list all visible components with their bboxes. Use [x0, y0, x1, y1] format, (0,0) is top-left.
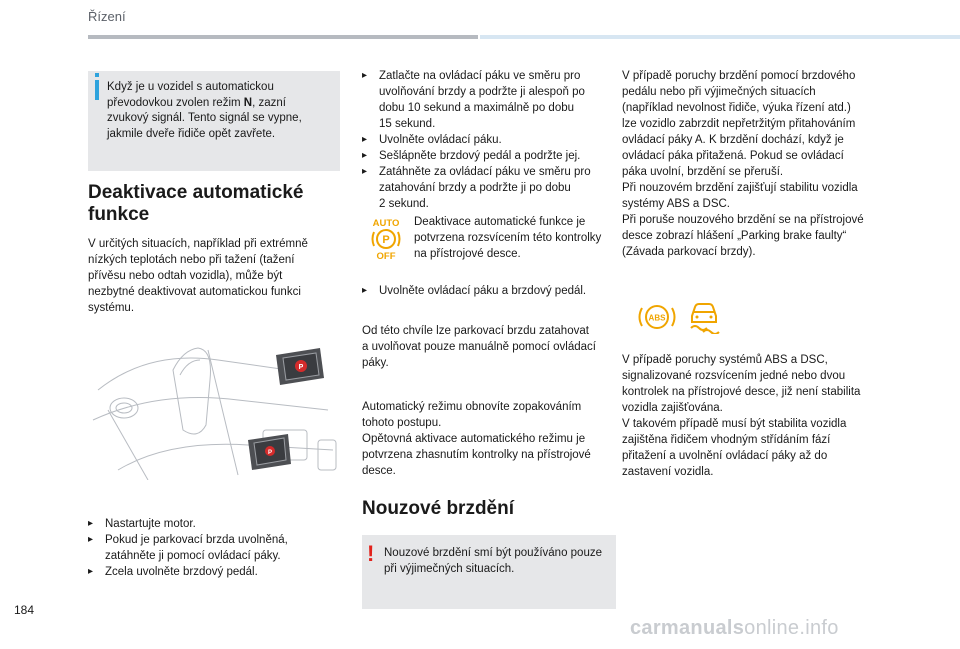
- list-item: ▸ Zcela uvolněte brzdový pedál.: [88, 566, 258, 578]
- auto-off-parking-icon: [366, 216, 406, 260]
- bullet-icon: ▸: [362, 285, 368, 296]
- section-title-deactivation: Deaktivace automatické funkce: [88, 182, 304, 225]
- svg-text:ABS: ABS: [648, 313, 666, 323]
- parking-brake-switch-bottom: [248, 434, 291, 470]
- steps-left: [88, 516, 340, 580]
- warning-note: [362, 535, 616, 609]
- auto-off-note: Deaktivace automatické funkce je potvrzena rozsvícením této kontrolky na přístrojové desce.: [414, 216, 602, 260]
- bullet-icon: ▸: [88, 534, 94, 545]
- svg-text:AUTO: AUTO: [372, 218, 400, 229]
- list-item: ▸ Pokud je parkovací brzda uvolněná, zatáhněte ji pomocí ovládací páky.: [88, 534, 288, 562]
- header-rule-dark: [88, 35, 478, 39]
- list-item: ▸ Sešlápněte brzdový pedál a podržte jej.: [362, 150, 581, 162]
- page-number: 184: [14, 603, 35, 617]
- list-item: ▸ Uvolněte ovládací páku a brzdový pedál.: [362, 285, 587, 297]
- step-release: [362, 283, 616, 299]
- manual-mode-text: Od této chvíle lze parkovací brzdu zatahovat a uvolňovat pouze manuálně pomocí ovládací páky.: [362, 325, 596, 369]
- bullet-icon: ▸: [362, 150, 368, 161]
- header-rule-light: [480, 35, 960, 39]
- svg-text:P: P: [382, 234, 390, 246]
- abs-dsc-failure-text: V případě poruchy systémů ABS a DSC, signalizované rozsvícením jedné nebo dvou kontrolek na přístrojové desce, již není stabilita vozidla zajišťována. V takovém případě musí být stabilita vozidla zajištěna řidičem vhodným střídáním fází přitažení a uvolnění ovládací páky až do zastavení vozidla.: [622, 354, 861, 478]
- steps-middle: [362, 68, 616, 212]
- list-item: ▸ Uvolněte ovládací páku.: [362, 134, 502, 146]
- watermark: carmanualsonline.info: [630, 617, 839, 639]
- svg-text:P: P: [267, 450, 273, 456]
- dsc-skid-icon: [684, 298, 724, 334]
- list-item: ▸ Zatáhněte za ovládací páku ve směru pro zatahování brzdy a podržte ji po dobu 2 sekund.: [362, 166, 591, 210]
- parking-brake-switch-top: [276, 348, 324, 385]
- list-item: ▸ Zatlačte na ovládací páku ve směru pro uvolňování brzdy a podržte ji alespoň po dobu 10 sekund a maximálně po dobu 15 sekund.: [362, 70, 585, 130]
- section-title-emergency-braking: Nouzové brzdění: [362, 498, 515, 519]
- list-item: ▸ Nastartujte motor.: [88, 518, 196, 530]
- section-header: Řízení: [88, 9, 126, 24]
- bullet-icon: ▸: [362, 134, 368, 145]
- info-note-text: Když je u vozidel s automatickou převodovkou zvolen režim N, zazní zvukový signál. Tento signál se vypne, jakmile dveře řidiče opět zavřete.: [107, 81, 302, 140]
- warning-text: Nouzové brzdění smí být používáno pouze při výjimečných situacích.: [384, 547, 602, 575]
- restore-auto-text: Automatický režimu obnovíte zopakováním tohoto postupu. Opětovná aktivace automatického režimu je potvrzena zhasnutím kontrolky na přístrojové desce.: [362, 401, 591, 477]
- console-illustration: [88, 330, 340, 480]
- bullet-icon: ▸: [362, 166, 368, 177]
- svg-text:OFF: OFF: [376, 251, 396, 260]
- abs-warning-icon: [636, 300, 678, 334]
- bullet-icon: ▸: [88, 518, 94, 529]
- emergency-braking-text: V případě poruchy brzdění pomocí brzdového pedálu nebo při výjimečných situacích (například nevolnost řidiče, výuka řízení atd.) lze vozidlo zabrzdit nepřetržitým přitahováním ovládací páky A. K brzdění dochází, když je ovládací páka přitažená. Pokud se ovládací páka uvolní, brzdění se přeruší. Při nouzovém brzdění zajišťují stabilitu vozidla systémy ABS a DSC. Při poruše nouzového brzdění se na přístrojové desce zobrazí hlášení „Parking brake faulty“ (Závada parkovací brzdy).: [622, 70, 864, 258]
- deactivation-intro: V určitých situacích, například při extrémně nízkých teplotách nebo při tažení (tažení přívěsu nebo odtah vozidla), může být nezbytné deaktivovat automatickou funkci systému.: [88, 238, 308, 314]
- warning-icon: !: [367, 541, 375, 566]
- bullet-icon: ▸: [362, 70, 368, 81]
- svg-text:P: P: [298, 364, 304, 371]
- info-icon: [95, 80, 99, 100]
- gear-mode-n: N: [243, 96, 253, 109]
- info-note: [88, 71, 340, 171]
- bullet-icon: ▸: [88, 566, 94, 577]
